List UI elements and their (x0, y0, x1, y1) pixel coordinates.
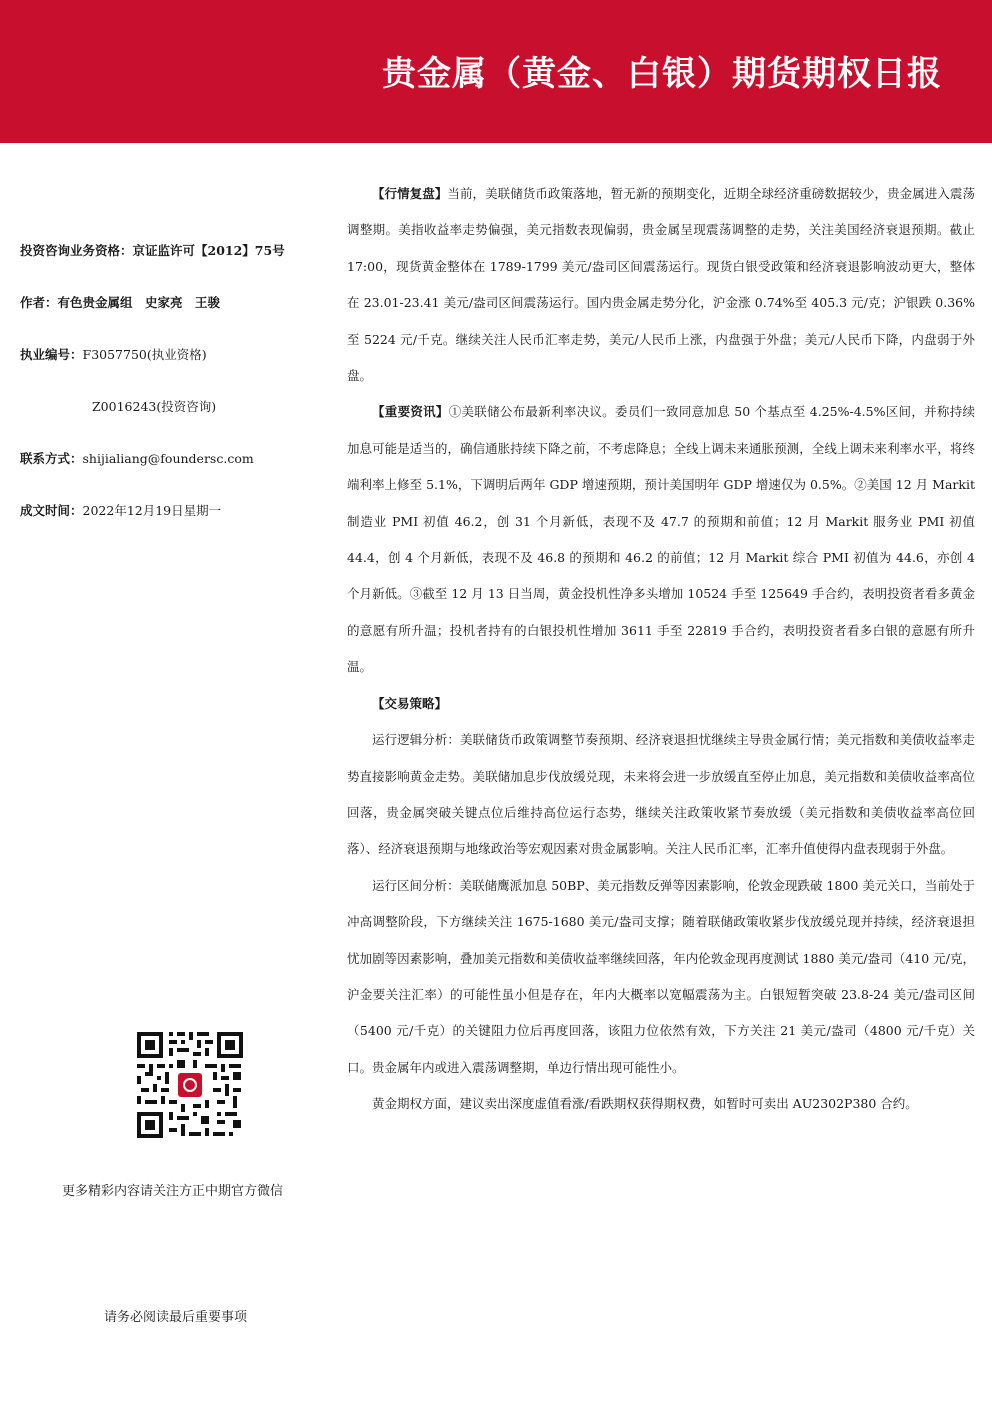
contact-label: 联系方式： (20, 451, 83, 466)
qr-code-icon (135, 1030, 245, 1140)
date-value: 2022年12月19日星期一 (82, 503, 222, 518)
news-text: ①美联储公布最新利率决议。委员们一致同意加息 50 个基点至 4.25%-4.5%区间，并称持续加息可能是适当的，确信通胀持续下降之前，不考虑降息；全线上调未来通胀预测，全线上调未来利率水平，将终端利率上修至 5.1%，下调明后两年 GDP 增速预期，预计美国明年 GDP 增速仅为 0.5%。②美国 12 月 Markit 制造业 PMI 初值 46.2，创 31 个月新低，表现不及 47.7 的预期和前值；12 月 Markit 服务业 PMI 初值 44.4，创 4 个月新低，表现不及 46.8 的预期和 46.2 的前值；12 月 Markit 综合 PMI 初值为 44.6，亦创 4 个月新低。③截至 12 月 13 日当周，黄金投机性净多头增加 10524 手至 125649 手合约，表明投资者看多黄金的意愿有所升温；投机者持有的白银投机性增加 3611 手至 22819 手合约，表明投资者看多白银的意愿有所升温。 (347, 404, 975, 675)
qualification-value: 京证监许可【2012】75号 (132, 243, 285, 258)
market-review-text: 当前，美联储货币政策落地，暂无新的预期变化，近期全球经济重磅数据较少，贵金属进入震荡调整期。美指收益率走势偏强，美元指数表现偏弱，贵金属呈现震荡调整的走势，关注美国经济衰退预期。截止 17:00，现货黄金整体在 1789-1799 美元/盎司区间震荡运行。现货白银受政策和经济衰退影响波动更大，整体在 23.01-23.41 美元/盎司区间震荡运行。国内贵金属走势分化，沪金涨 0.74%至 405.3 元/克；沪银跌 0.36%至 5224 元/千克。继续关注人民币汇率走势，美元/人民币上涨，内盘强于外盘；美元/人民币下降，内盘弱于外盘。 (347, 186, 975, 384)
date-label: 成文时间： (20, 503, 83, 518)
qualification-row (20, 242, 285, 260)
report-title: 贵金属（黄金、白银）期货期权日报 (382, 54, 942, 94)
market-review-heading: 【行情复盘】 (372, 186, 448, 201)
date-row (20, 502, 221, 520)
strategy-options-paragraph: 黄金期权方面，建议卖出深度虚值看涨/看跌期权获得期权费，如暂时可卖出 AU2302P380 合约。 (372, 1096, 918, 1112)
strategy-heading: 【交易策略】 (372, 695, 448, 711)
strategy-range-paragraph: 运行区间分析：美联储鹰派加息 50BP、美元指数反弹等因素影响，伦敦金现跌破 1800 美元关口，当前处于冲高调整阶段，下方继续关注 1675-1680 美元/盎司支撑；随着联储政策收紧步伐放缓兑现并持续，经济衰退担忧加剧等因素影响，叠加美元指数和美债收益率继续回落，年内伦敦金现再度测试 1880 美元/盎司（410 元/克，沪金要关注汇率）的可能性虽小但是存在，年内大概率以宽幅震荡为主。白银短暂突破 23.8-24 美元/盎司区间（5400 元/千克）的关键阻力位后再度回落，该阻力位依然有效，下方关注 21 美元/盎司（4800 元/千克）关口。贵金属年内或进入震荡调整期，单边行情出现可能性小。 (347, 877, 975, 1075)
license-value-2: Z0016243(投资咨询) (92, 399, 217, 414)
contact-email[interactable]: shijialiang@foundersc.com (82, 451, 254, 466)
important-notice: 请务必阅读最后重要事项 (104, 1310, 248, 1325)
strategy-logic-paragraph: 运行逻辑分析：美联储货币政策调整节奏预期、经济衰退担忧继续主导贵金属行情；美元指数和美债收益率走势直接影响黄金走势。美联储加息步伐放缓兑现，未来将会进一步放缓直至停止加息，美元指数和美债收益率高位回落，贵金属突破关键点位后维持高位运行态势，继续关注政策收紧节奏放缓（美元指数和美债收益率高位回落）、经济衰退预期与地缘政治等宏观因素对贵金属影响。关注人民币汇率，汇率升值使得内盘表现弱于外盘。 (347, 732, 975, 857)
qr-caption: 更多精彩内容请关注方正中期官方微信 (62, 1184, 284, 1199)
license-row (20, 346, 207, 364)
qualification-label: 投资咨询业务资格： (20, 243, 133, 258)
wechat-qr-code[interactable] (135, 1030, 245, 1140)
license-value-1: F3057750(执业资格) (82, 347, 207, 362)
license-label: 执业编号： (20, 347, 83, 362)
license-row-2 (92, 398, 216, 416)
report-body (347, 176, 975, 1123)
author-row (20, 294, 220, 312)
contact-row (20, 450, 254, 468)
header-banner (0, 0, 992, 143)
news-heading: 【重要资讯】 (372, 404, 449, 420)
market-review-paragraph (347, 176, 975, 394)
news-paragraph (347, 394, 975, 685)
author-label: 作者： (20, 295, 58, 310)
author-value: 有色贵金属组 史家亮 王骏 (57, 295, 221, 310)
